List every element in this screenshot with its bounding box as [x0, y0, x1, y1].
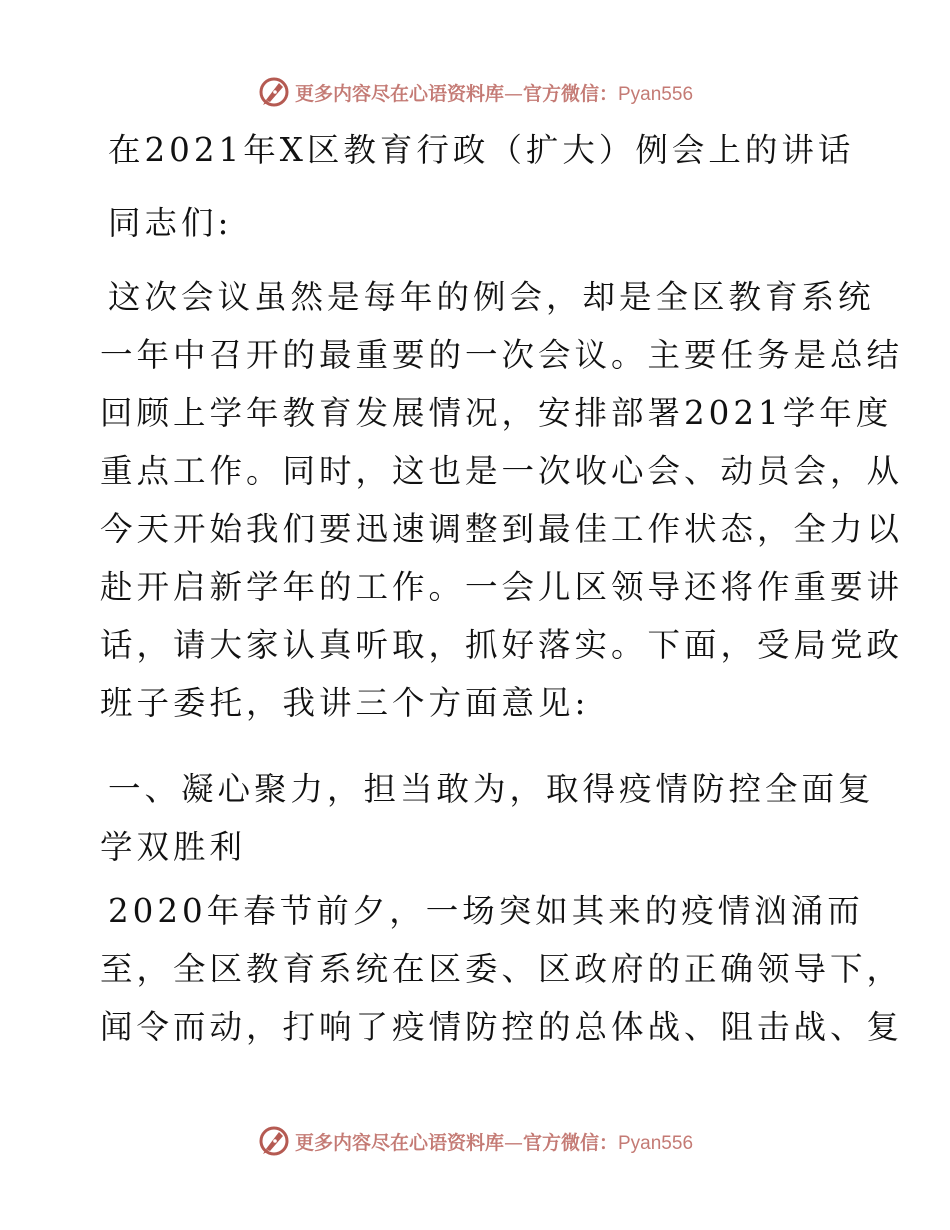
text-line: 至，全区教育系统在区委、区政府的正确领导下， — [100, 950, 904, 988]
heading-line: 一、凝心聚力，担当敢为，取得疫情防控全面复 — [108, 770, 875, 808]
heading-line: 学双胜利 — [100, 828, 247, 866]
text-line: 2020年春节前夕，一场突如其来的疫情汹涌而 — [108, 892, 864, 930]
text-line: 一年中召开的最重要的一次会议。主要任务是总结 — [100, 336, 904, 374]
paragraph-body — [100, 882, 904, 1056]
text-line: 今天开始我们要迅速调整到最佳工作状态，全力以 — [100, 510, 904, 548]
text-line: 回顾上学年教育发展情况，安排部署2021学年度 — [100, 394, 893, 432]
text-line: 闻令而动，打响了疫情防控的总体战、阻击战、复 — [100, 1008, 904, 1046]
document-title: 在2021年X区教育行政（扩大）例会上的讲话 — [108, 131, 855, 169]
watermark-label: 官方微信： — [522, 82, 618, 105]
watermark-prefix: 更多内容尽在心语资料库 — [294, 82, 504, 105]
watermark-separator: — — [503, 82, 523, 105]
watermark-id: Pyan556 — [618, 83, 694, 105]
watermark-header — [0, 72, 950, 112]
watermark-text — [295, 1128, 693, 1155]
watermark-text — [295, 79, 693, 106]
watermark-footer — [0, 1121, 950, 1161]
salutation: 同志们: — [108, 204, 233, 242]
pen-nib-circle-icon — [257, 75, 291, 109]
watermark-prefix: 更多内容尽在心语资料库 — [294, 1131, 504, 1154]
text-line: 重点工作。同时，这也是一次收心会、动员会，从 — [100, 452, 904, 490]
text-line: 这次会议虽然是每年的例会，却是全区教育系统 — [108, 278, 875, 316]
text-line: 话，请大家认真听取，抓好落实。下面，受局党政 — [100, 626, 904, 664]
watermark-label: 官方微信： — [522, 1131, 618, 1154]
watermark-id: Pyan556 — [618, 1132, 694, 1154]
text-line: 赴开启新学年的工作。一会儿区领导还将作重要讲 — [100, 568, 904, 606]
text-line: 班子委托，我讲三个方面意见: — [100, 684, 590, 722]
section-heading-1 — [100, 760, 875, 876]
watermark-separator: — — [503, 1131, 523, 1154]
pen-nib-circle-icon — [257, 1124, 291, 1158]
paragraph-intro — [100, 268, 904, 732]
